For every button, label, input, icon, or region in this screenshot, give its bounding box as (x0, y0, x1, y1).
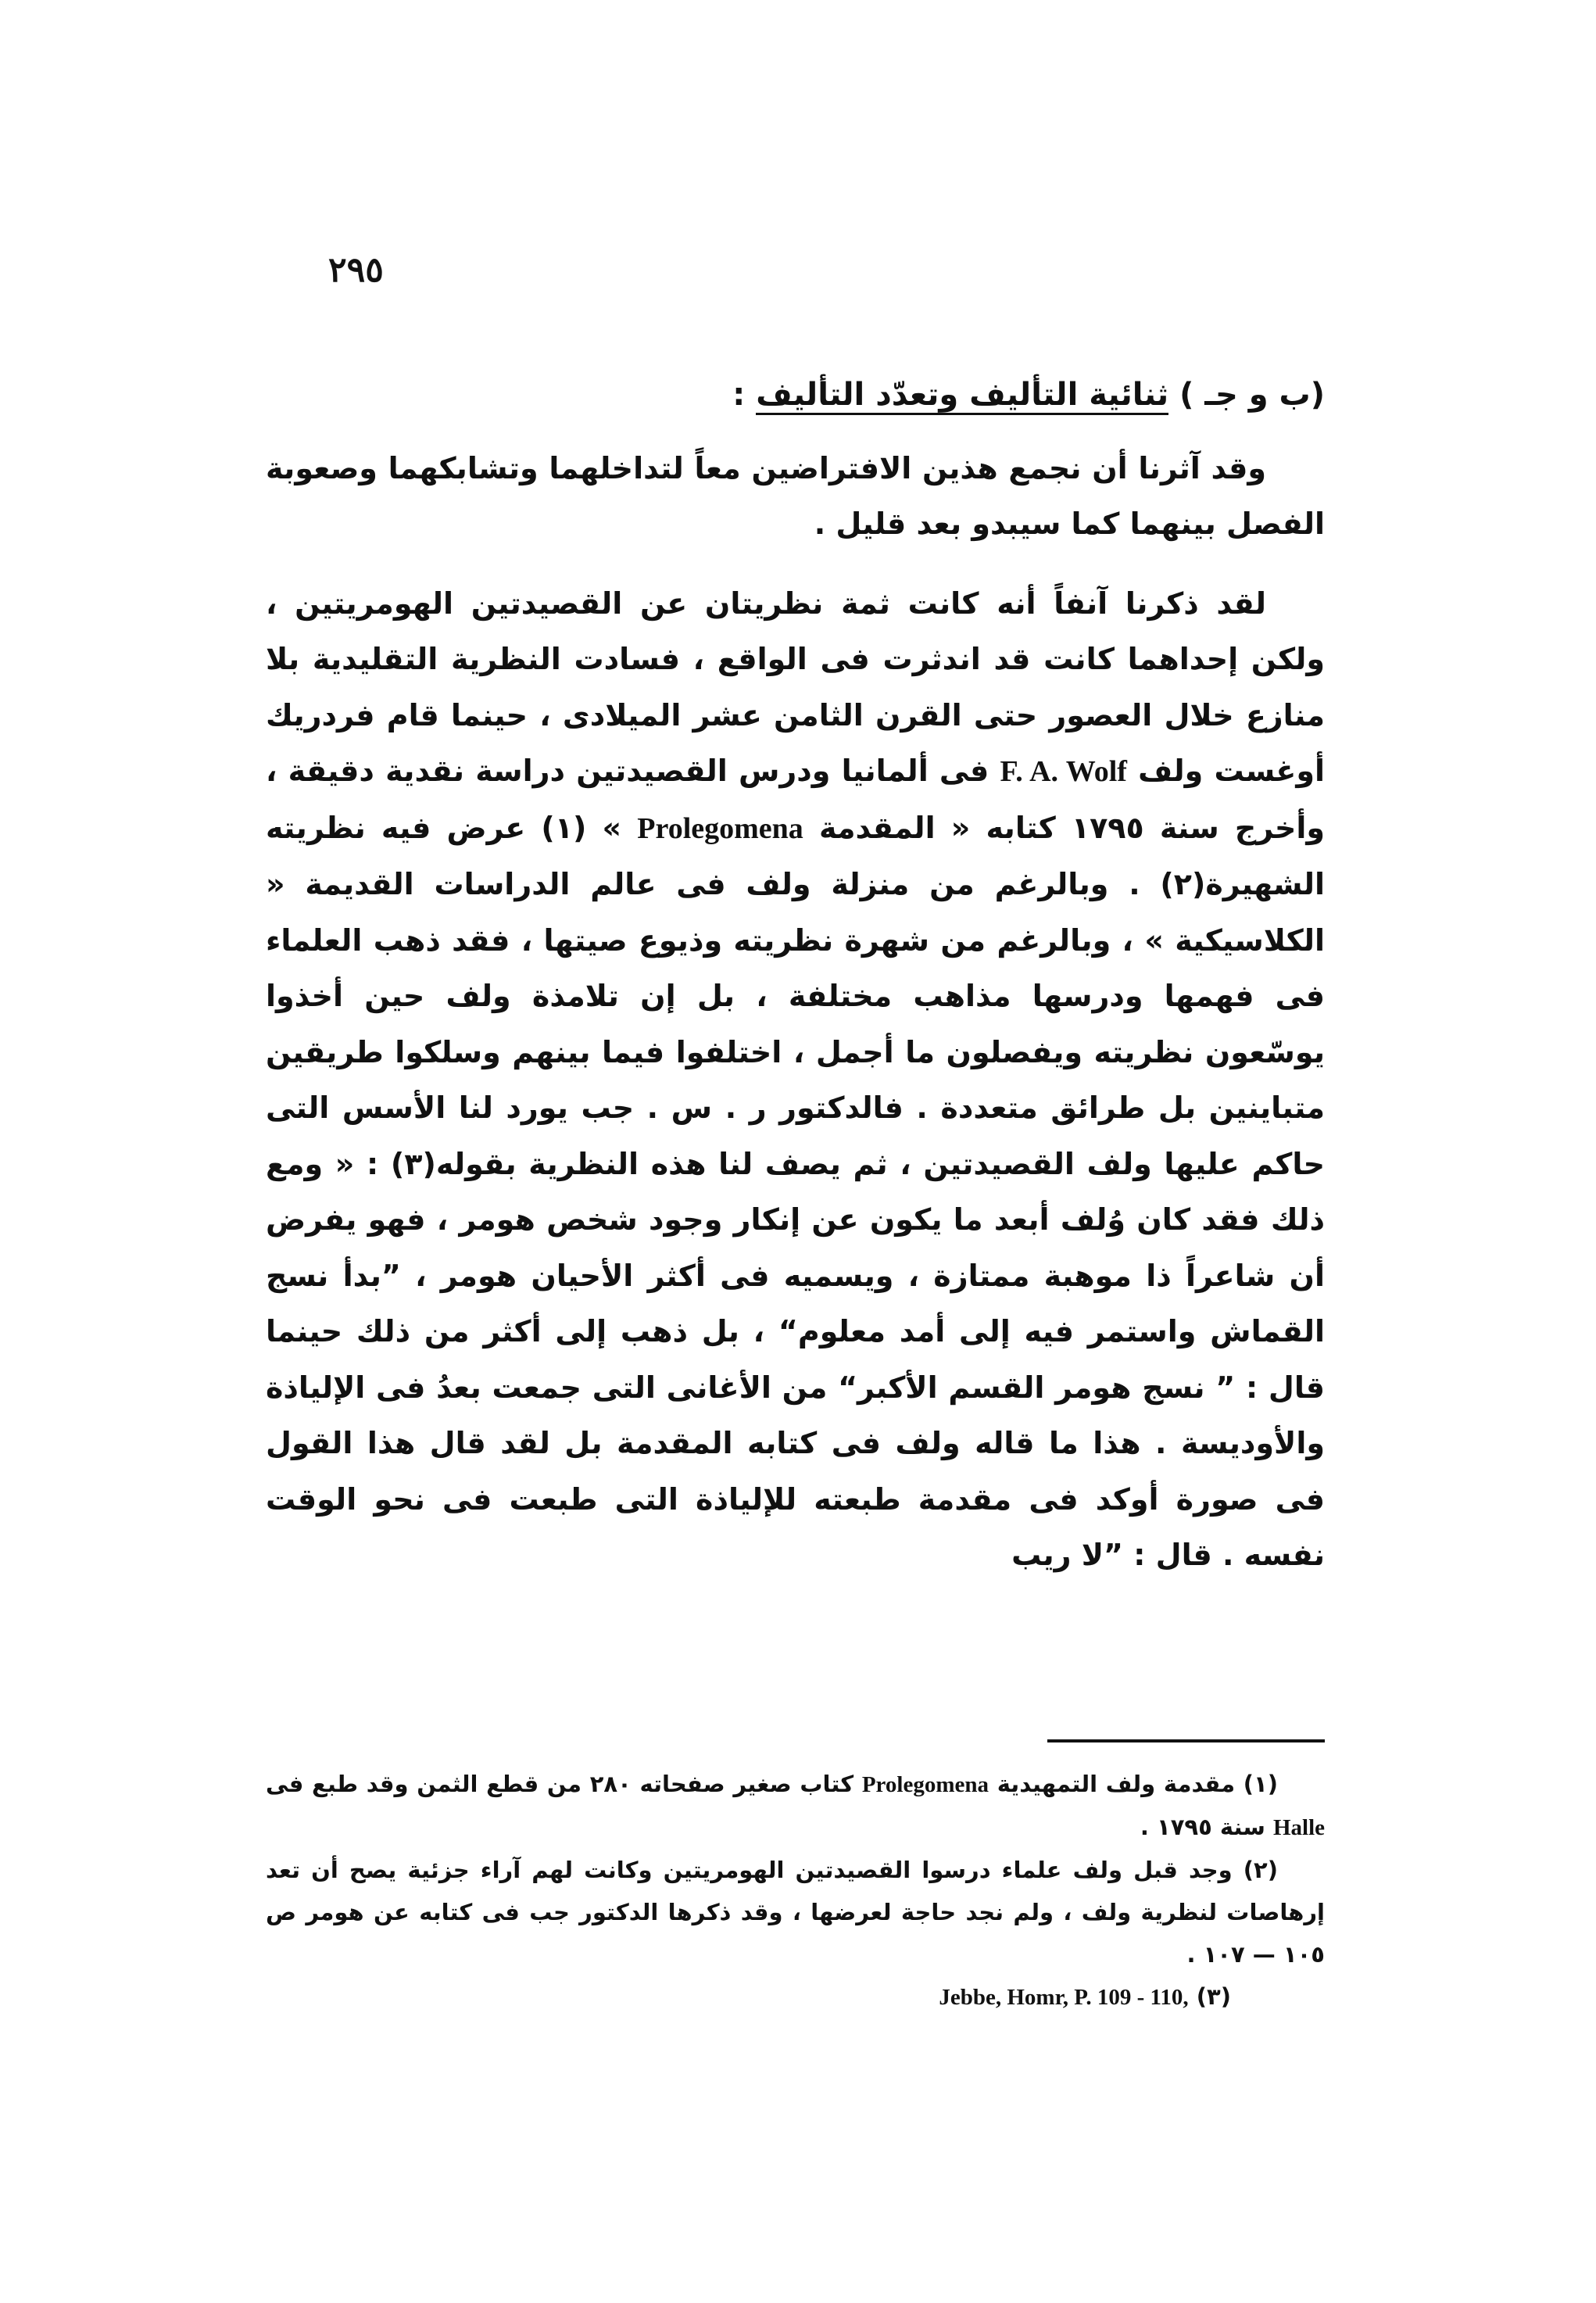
main-text (266, 367, 1325, 1584)
footnote-1-latin: Prolegomena (861, 1772, 989, 1797)
section-heading-title: ثنائية التأليف وتعدّد التأليف (756, 377, 1168, 415)
paragraph-2-opening: لقد ذكرنا آنفاً أنه كانت ثمة نظريتان عن القصيدتين الهومريتين ، ولكن إحداهما كانت قد اندثرت فى الواقع ، فسادت النظرية التقليدية بلا منازع خلال العصور حتى القرن الثامن عشر الميلادى ، حينما قام فردريك أوغست ولف (266, 586, 1326, 788)
footnote-3-reference: Jebbe, Homr, P. 109 - 110, (939, 1985, 1189, 2010)
footnote-1 (266, 1763, 1325, 1849)
footnote-1-before: (١) مقدمة ولف التمهيدية (989, 1771, 1278, 1797)
section-heading-prefix: (ب و جـ ) (1168, 377, 1325, 413)
footnotes (266, 1763, 1325, 2018)
footnote-3 (266, 1975, 1325, 2018)
paragraph-1: وقد آثرنا أن نجمع هذين الافتراضين معاً لتداخلهما وتشابكهما وصعوبة الفصل بينهما كما سيبدو بعد قليل . (266, 450, 1325, 541)
page-number: ٢٩٥ (328, 250, 384, 290)
prolegomena-title: Prolegomena (637, 811, 803, 845)
section-heading-suffix: : (732, 377, 757, 413)
footnote-2: (٢) وجد قبل ولف علماء درسوا القصيدتين الهومريتين وكانت لهم آراء جزئية يصح أن تعد إرهاصات لنظرية ولف ، ولم نجد حاجة لعرضها ، وقد ذكرها الدكتور جب فى كتابه عن هومر ص ١٠٥ — ١٠٧ . (266, 1857, 1325, 1968)
section-heading (266, 367, 1325, 424)
paragraph-2 (266, 576, 1325, 1584)
footnote-1-place: Halle (1272, 1815, 1325, 1840)
footnote-3-number: (٣) (1196, 1983, 1231, 2010)
paragraph-2-rest: » (١) عرض فيه نظريته الشهيرة(٢) . وبالرغم من منزلة ولف فى عالم الدراسات القديمة « الكلاسيكية » ، وبالرغم من شهرة نظريته وذيوع صيتها ، فقد ذهب العلماء فى فهمها ودرسها مذاهب مختلفة ، بل إن تلامذة ولف حين أخذوا يوسّعون نظريته ويفصلون ما أجمل ، اختلفوا فيما بينهم وسلكوا طريقين متباينين بل طرائق متعددة . فالدكتور ر . س . جب يورد لنا الأسس التى حاكم عليها ولف القصيدتين ، ثم يصف لنا هذه النظرية بقوله(٣) : « ومع ذلك فقد كان وُلف أبعد ما يكون عن إنكار وجود شخص هومر ، فهو يفرض أن شاعراً ذا موهبة ممتازة ، ويسميه فى أكثر الأحيان هومر ، ”بدأ نسج القماش واستمر فيه إلى أمد معلوم“ ، بل ذهب إلى أكثر من ذلك حينما قال : ” نسج هومر القسم الأكبر“ من الأغانى التى جمعت بعدُ فى الإلياذة والأوديسة . هذا ما قاله ولف فى كتابه المقدمة بل لقد قال هذا القول فى صورة أوكد فى مقدمة طبعته للإلياذة التى طبعت فى نحو الوقت نفسه . قال : ”لا ريب (266, 810, 1325, 1572)
paragraph-2-after-name: فى ألمانيا ودرس القصيدتين دراسة نقدية دقيقة ، وأخرج سنة ١٧٩٥ كتابه « المقدمة (266, 754, 1325, 845)
footnote-divider (1047, 1739, 1325, 1742)
footnote-1-after: سنة ١٧٩٥ . (1140, 1814, 1273, 1840)
wolf-latin-name: F. A. Wolf (1000, 755, 1127, 788)
footnote-1-mid: كتاب صغير صفحاته ٢٨٠ من قطع الثمن وقد طبع فى (266, 1771, 862, 1797)
